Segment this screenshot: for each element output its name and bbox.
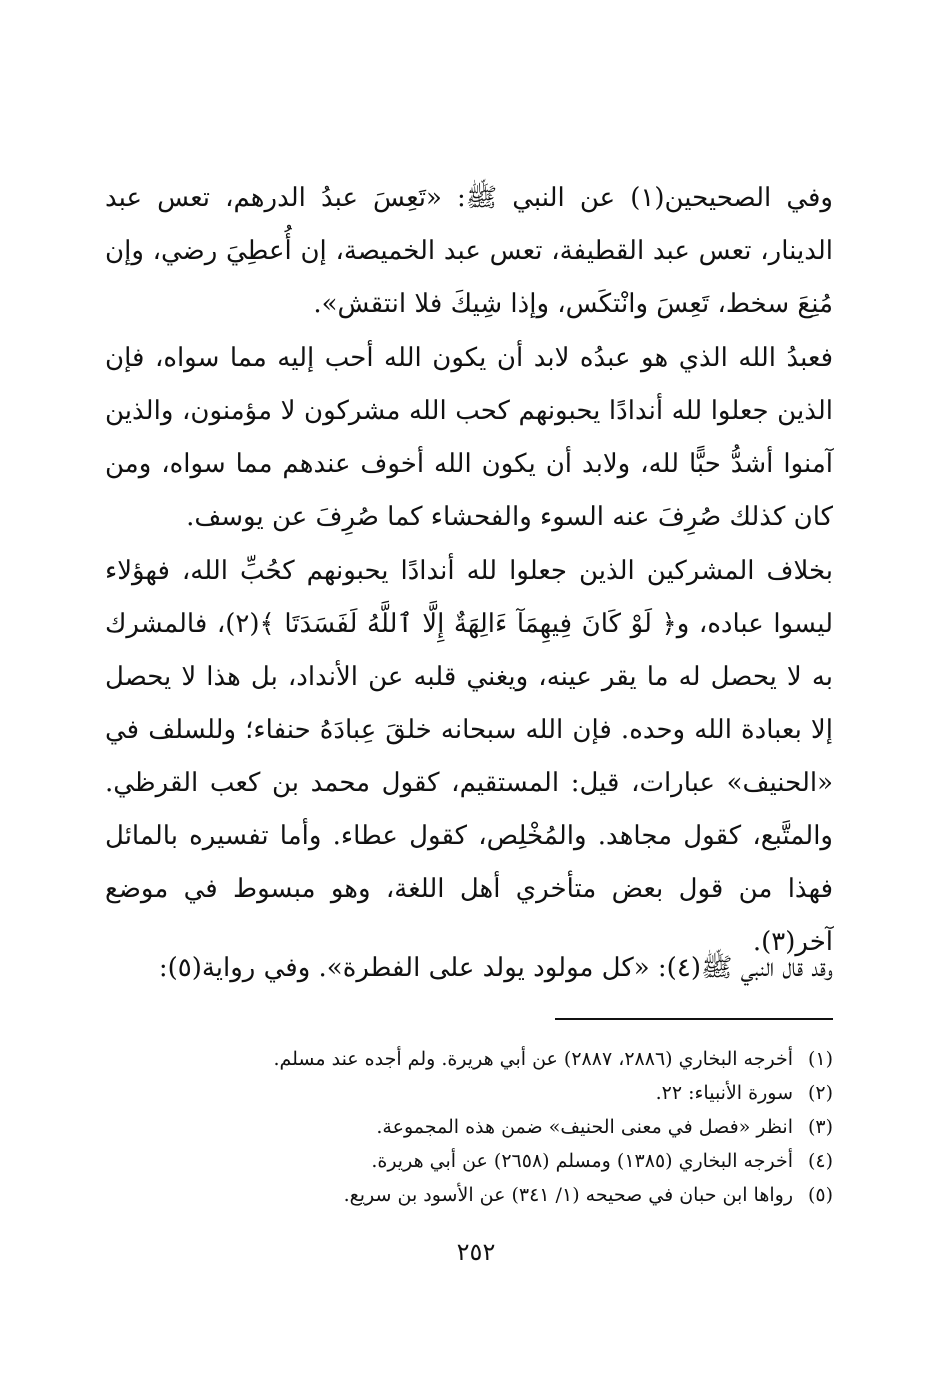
footnote-item	[120, 1110, 833, 1144]
paragraph-text: وفي الصحيحين(١) عن النبي ﷺ: «تَعِسَ عبدُ الدرهم، تعس عبد الدينار، تعس عبد القطيفة، تعس عبد الخميصة، إن أُعطِيَ رضي، وإن مُنِعَ سخط، تَعِسَ وانْتكَس، وإذا شِيكَ فلا انتقش».	[105, 183, 833, 319]
main-text-paragraph-4	[105, 942, 833, 995]
main-text-paragraph-1	[105, 172, 833, 331]
paragraph-text: فعبدُ الله الذي هو عبدُه لابد أن يكون الله أحب إليه مما سواه، فإن الذين جعلوا لله أندادًا يحبونهم كحب الله مشركون لا مؤمنون، والذين آمنوا أشدُّ حبًّا لله، ولابد أن يكون الله أخوف عندهم مما سواه، ومن كان كذلك صُرِفَ عنه السوء والفحشاء كما صُرِفَ عن يوسف.	[105, 343, 833, 532]
footnote-text: انظر «فصل في معنى الحنيف» ضمن هذه المجموعة.	[376, 1116, 793, 1138]
footnote-number: (١)	[807, 1048, 833, 1070]
footnote-number: (٤)	[807, 1150, 833, 1172]
footnote-number: (٥)	[807, 1184, 833, 1206]
main-text-paragraph-3	[105, 545, 833, 969]
main-text-paragraph-2	[105, 332, 833, 544]
page-number: ٢٥٢	[456, 1238, 496, 1266]
footnote-text: رواها ابن حبان في صحيحه (١/ ٣٤١) عن الأسود بن سريع.	[343, 1184, 793, 1206]
footnote-text: أخرجه البخاري (٢٨٨٦، ٢٨٨٧) عن أبي هريرة. ولم أجده عند مسلم.	[273, 1048, 793, 1070]
footnote-number: (٢)	[807, 1082, 833, 1104]
footnote-separator	[555, 1018, 833, 1020]
footnote-item	[120, 1042, 833, 1076]
footnote-number: (٣)	[807, 1116, 833, 1138]
paragraph-text: وقد قال النبي ﷺ(٤): «كل مولود يولد على الفطرة». وفي رواية(٥):	[158, 953, 833, 983]
footnote-text: أخرجه البخاري (١٣٨٥) ومسلم (٢٦٥٨) عن أبي هريرة.	[371, 1150, 793, 1172]
footnotes-list	[120, 1042, 833, 1212]
footnote-text: سورة الأنبياء: ٢٢.	[655, 1082, 793, 1104]
paragraph-text: بخلاف المشركين الذين جعلوا لله أندادًا يحبونهم كحُبِّ الله، فهؤلاء ليسوا عباده، و﴿ لَوْ كَانَ فِيهِمَآ ءَالِهَةٌ إِلَّا ٱللَّهُ لَفَسَدَتَا ﴾(٢)، فالمشرك به لا يحصل له ما يقر عينه، ويغني قلبه عن الأنداد، بل هذا لا يحصل إلا بعبادة الله وحده. فإن الله سبحانه خلقَ عِبادَهُ حنفاء؛ وللسلف في «الحنيف» عبارات، قيل: المستقيم، كقول محمد بن كعب القرظي. والمتَّبع، كقول مجاهد. والمُخْلِص، كقول عطاء. وأما تفسيره بالمائل فهذا من قول بعض متأخري أهل اللغة، وهو مبسوط في موضع آخر(٣).	[105, 556, 834, 957]
footnote-item	[120, 1076, 833, 1110]
footnote-item	[120, 1178, 833, 1212]
footnote-item	[120, 1144, 833, 1178]
